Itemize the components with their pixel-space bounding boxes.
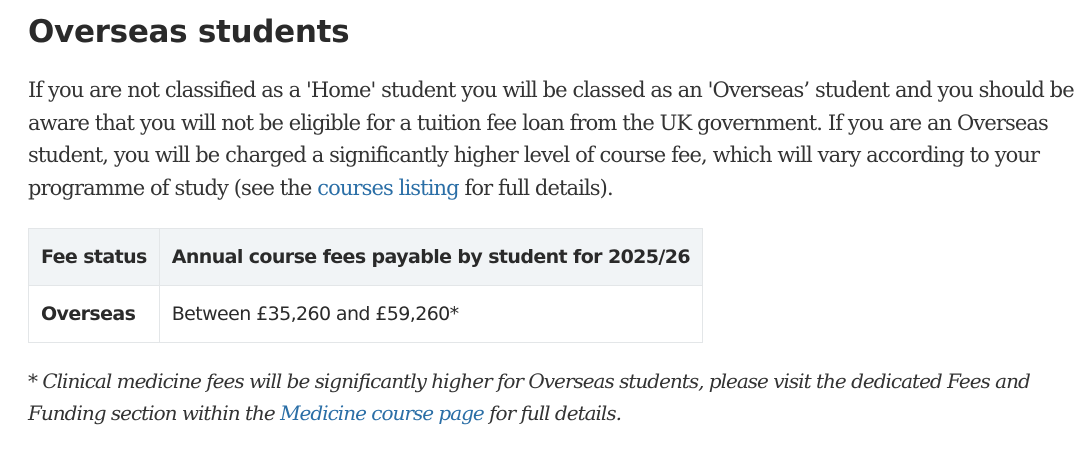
fees-table (28, 228, 703, 343)
footnote-text: Funding section within the (28, 401, 281, 425)
table-row (29, 286, 703, 343)
courses-listing-link[interactable]: courses listing (317, 175, 459, 200)
intro-line (28, 172, 1074, 205)
fee-status-cell: Overseas (29, 286, 160, 343)
footnote-line (28, 397, 1030, 429)
intro-line: aware that you will not be eligible for a tuition fee loan from the UK government. If you are an Overseas (28, 110, 1048, 135)
intro-text: programme of study (see the (28, 175, 318, 200)
header-fee-status: Fee status (29, 229, 160, 286)
intro-line: If you are not classified as a 'Home' student you will be classed as an 'Overseas’ student and you should be (28, 78, 1074, 102)
footnote (28, 365, 1030, 429)
footnote-line: * Clinical medicine fees will be significantly higher for Overseas students, please visit the dedicated Fees and (28, 369, 1030, 393)
footnote-text: for full details. (483, 401, 621, 425)
intro-line: student, you will be charged a significantly higher level of course fee, which will vary according to your (28, 143, 1040, 167)
section-heading: Overseas students (28, 14, 350, 50)
fees-cell: Between £35,260 and £59,260* (159, 286, 702, 343)
intro-text: for full details). (458, 175, 613, 200)
intro-paragraph (28, 74, 1074, 204)
table-header-row (29, 229, 703, 286)
medicine-course-page-link[interactable]: Medicine course page (280, 401, 484, 425)
header-annual-fees: Annual course fees payable by student for 2025/26 (159, 229, 702, 286)
